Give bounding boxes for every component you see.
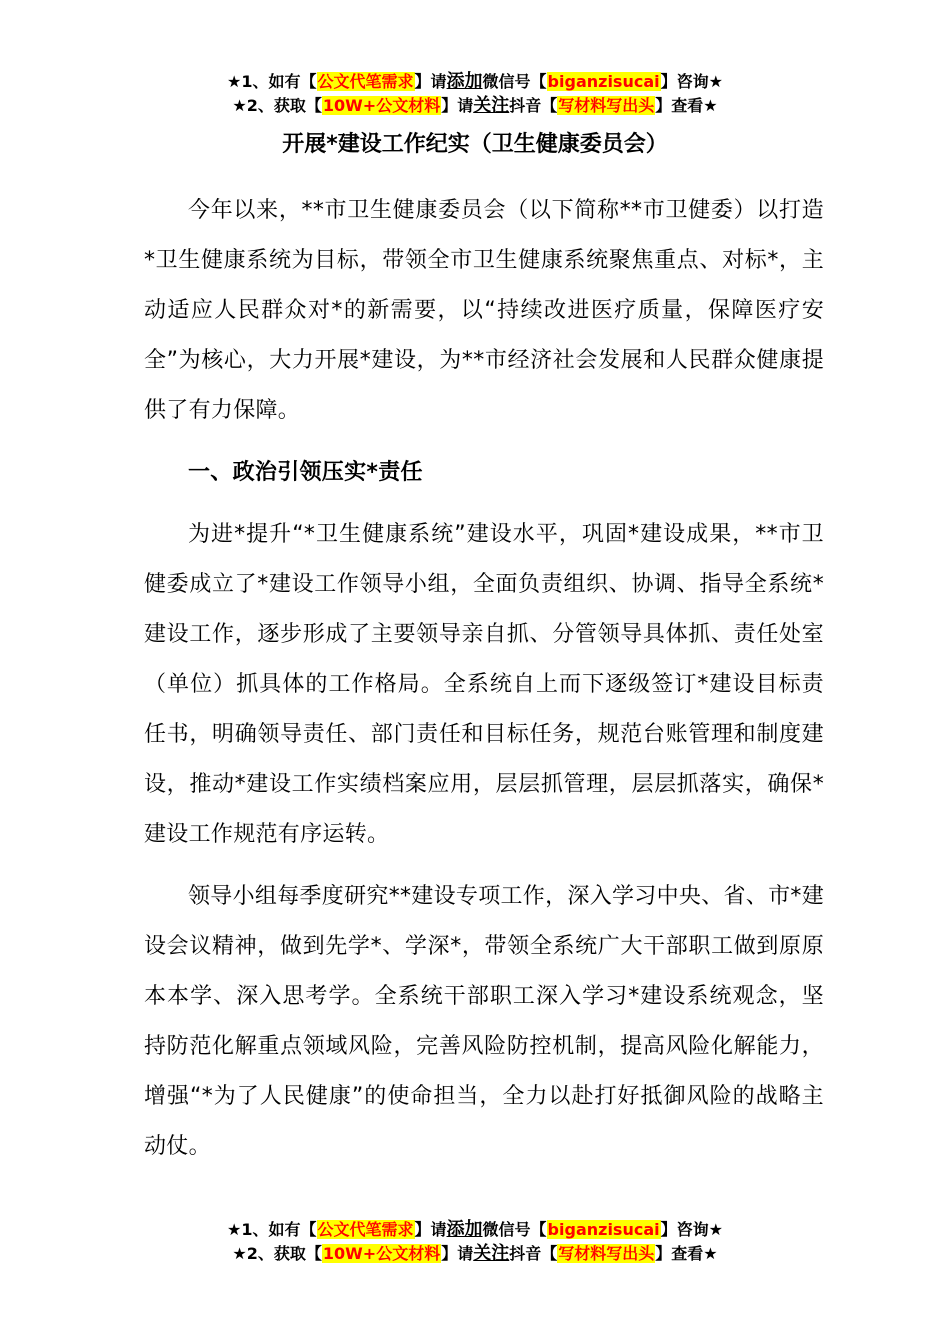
underlined-word: 关注 — [473, 1243, 510, 1264]
highlight-douyin-account: 写材料写出头 — [558, 96, 655, 115]
banner-line-2 — [0, 94, 950, 118]
banner-line-2 — [0, 1242, 950, 1266]
highlight-service: 公文代笔需求 — [317, 1220, 414, 1239]
banner-text: 】咨询★ — [660, 72, 723, 91]
highlight-wechat-id: biganzisucai — [547, 72, 660, 91]
bottom-banner — [0, 1218, 950, 1266]
underlined-word: 添加 — [446, 71, 483, 92]
paragraph-section1-b: 领导小组每季度研究**建设专项工作，深入学习中央、省、市*建设会议精神，做到先学*、学深*，带领全系统广大干部职工做到原原本本学、深入思考学。全系统干部职工深入学习*建设系统观念，坚持防范化解重点领域风险，完善风险防控机制，提高风险化解能力，增强“*为了人民健康”的使命担当，全力以赴打好抵御风险的战略主动仗。 — [144, 884, 825, 1159]
banner-text: 】咨询★ — [660, 1220, 723, 1239]
paragraph-intro: 今年以来，**市卫生健康委员会（以下简称**市卫健委）以打造*卫生健康系统为目标，带领全市卫生健康系统聚焦重点、对标*，主动适应人民群众对*的新需要，以“持续改进医疗质量，保障医疗安全”为核心，大力开展*建设，为**市经济社会发展和人民群众健康提供了有力保障。 — [144, 198, 824, 423]
highlight-wechat-id: biganzisucai — [547, 1220, 660, 1239]
banner-line-1 — [0, 1218, 950, 1242]
banner-text: 】请 — [441, 1244, 474, 1263]
highlight-materials: 10W+公文材料 — [322, 96, 441, 115]
banner-text: ★1、如有【 — [227, 1220, 317, 1239]
banner-text: 】请 — [414, 72, 447, 91]
banner-text: 】请 — [441, 96, 474, 115]
top-banner — [0, 70, 950, 118]
underlined-word: 关注 — [473, 95, 510, 116]
banner-text: 微信号【 — [482, 72, 547, 91]
banner-line-1 — [0, 70, 950, 94]
highlight-douyin-account: 写材料写出头 — [558, 1244, 655, 1263]
highlight-service: 公文代笔需求 — [317, 72, 414, 91]
section-heading-1: 一、政治引领压实*责任 — [188, 460, 423, 485]
banner-text: 抖音【 — [509, 1244, 558, 1263]
banner-text: ★2、获取【 — [232, 1244, 322, 1263]
banner-text: ★2、获取【 — [232, 96, 322, 115]
banner-text: 抖音【 — [509, 96, 558, 115]
banner-text: 】查看★ — [655, 96, 718, 115]
underlined-word: 添加 — [446, 1219, 483, 1240]
document-body — [144, 186, 824, 1172]
banner-text: ★1、如有【 — [227, 72, 317, 91]
banner-text: 】查看★ — [655, 1244, 718, 1263]
document-title: 开展*建设工作纪实（卫生健康委员会） — [282, 132, 668, 157]
banner-text: 】请 — [414, 1220, 447, 1239]
highlight-materials: 10W+公文材料 — [322, 1244, 441, 1263]
banner-text: 微信号【 — [482, 1220, 547, 1239]
paragraph-section1-a: 为进*提升“*卫生健康系统”建设水平，巩固*建设成果，**市卫健委成立了*建设工作领导小组，全面负责组织、协调、指导全系统*建设工作，逐步形成了主要领导亲自抓、分管领导具体抓、责任处室（单位）抓具体的工作格局。全系统自上而下逐级签订*建设目标责任书，明确领导责任、部门责任和目标任务，规范台账管理和制度建设，推动*建设工作实绩档案应用，层层抓管理，层层抓落实，确保*建设工作规范有序运转。 — [144, 522, 824, 847]
